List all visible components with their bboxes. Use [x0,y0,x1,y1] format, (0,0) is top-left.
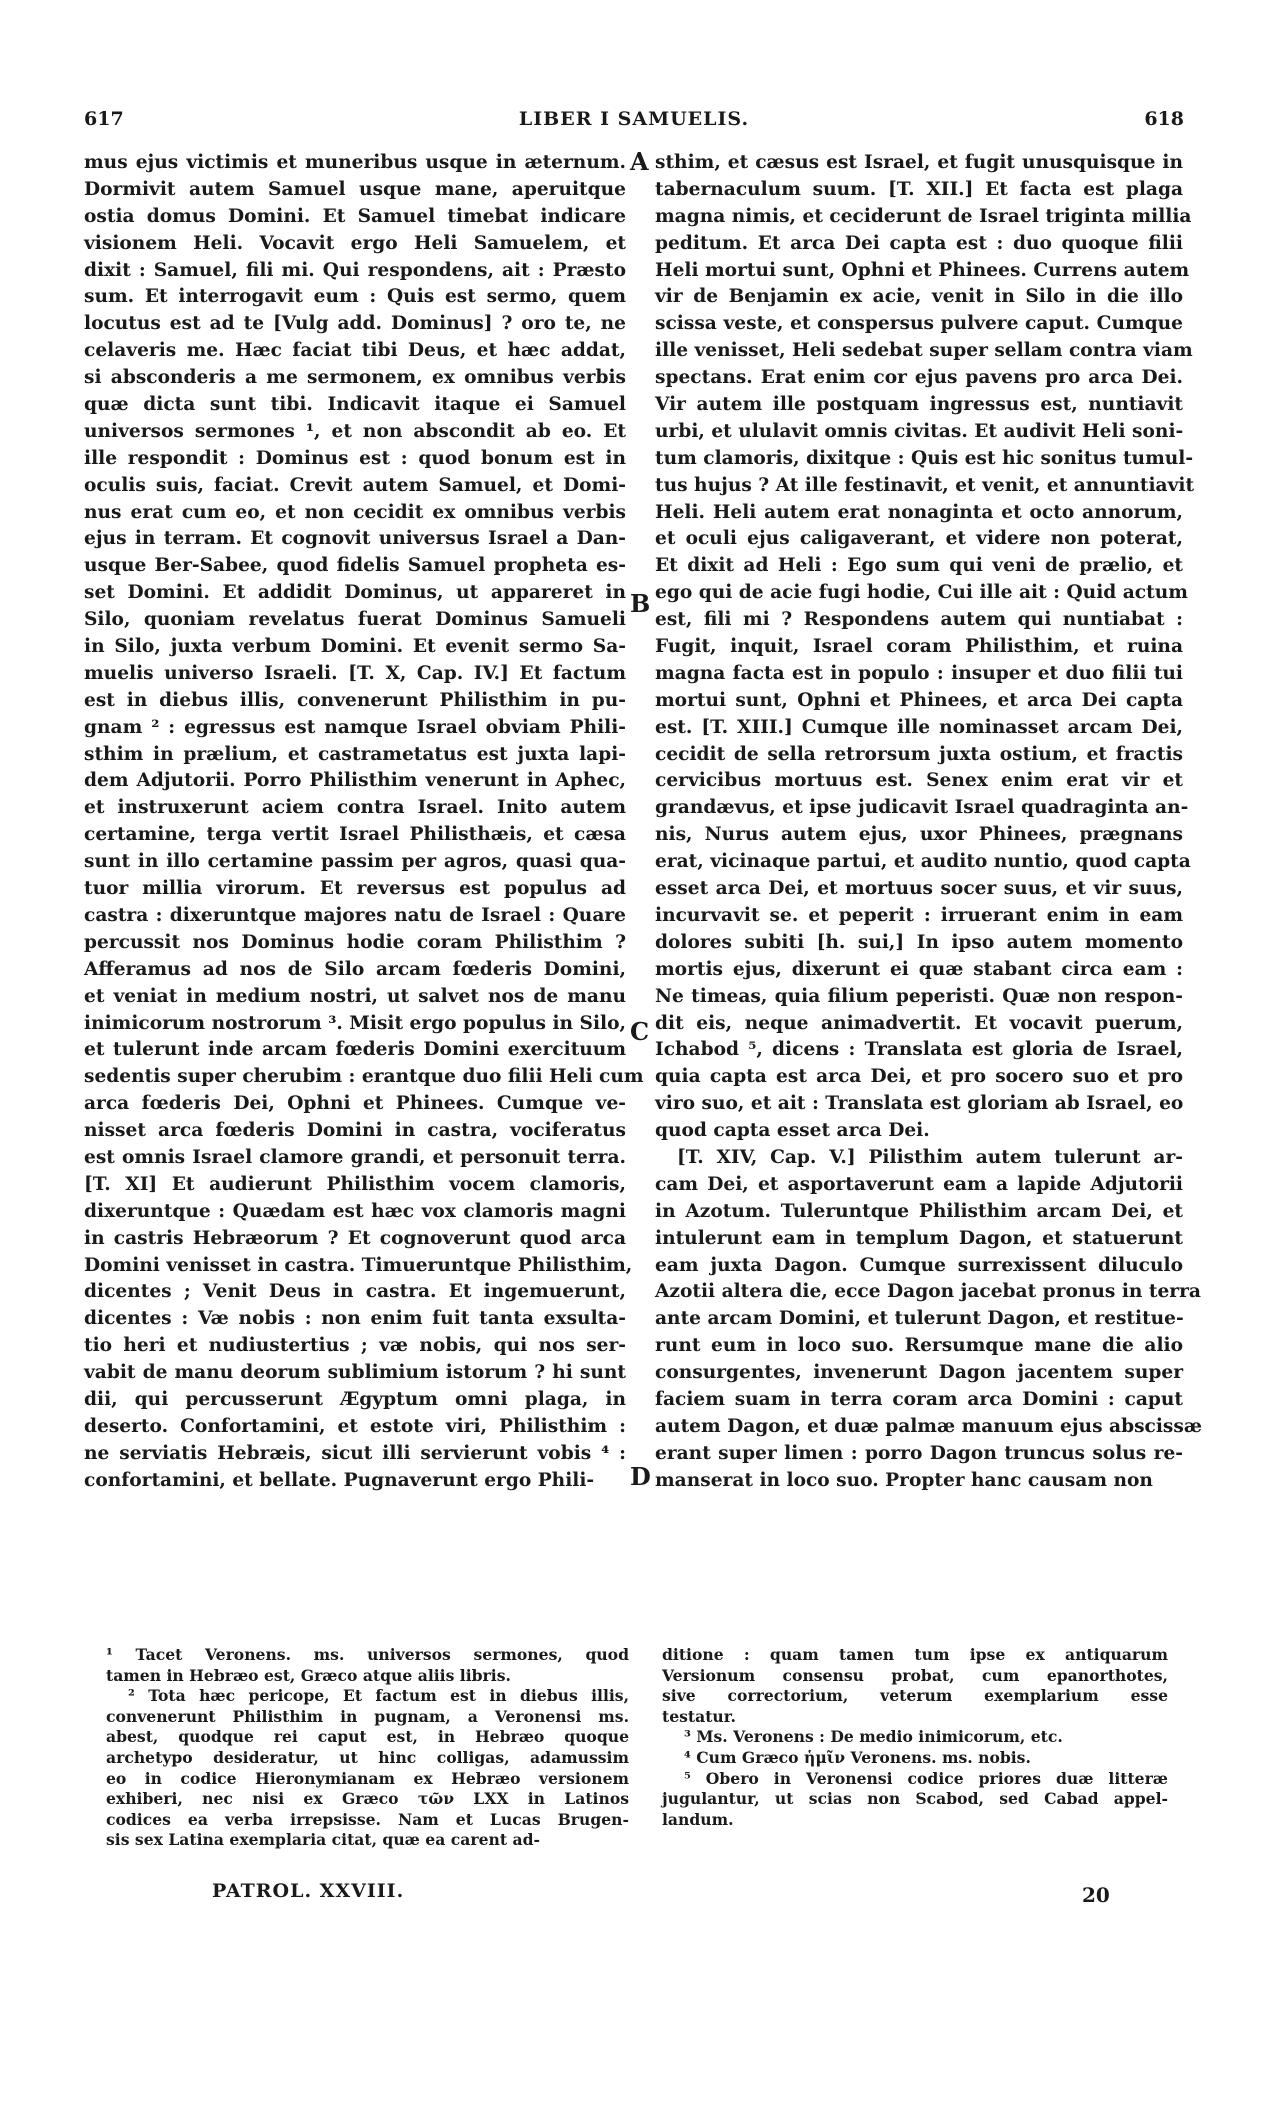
text-line: quod capta esset arca Dei. [655,1120,930,1142]
text-line: et veniat in medium nostri, ut salvet nos de manu [84,985,626,1007]
text-line: mortis ejus, dixerunt ei quæ stabant circa eam : [655,958,1183,980]
text-line: est, fili mi ? Respondens autem qui nuntiabat : [655,609,1183,631]
text-line: grandævus, et ipse judicavit Israel quadraginta an- [655,797,1189,819]
text-line: sthim, et cæsus est Israel, et fugit unusquisque in [655,152,1183,173]
footnote-line: ¹ Tacet Veronens. ms. universos sermones, quod [106,1645,629,1664]
text-line: ostia domus Domini. Et Samuel timebat indicare [84,205,626,227]
text-line: consurgentes, invenerunt Dagon jacentem super [655,1362,1183,1384]
text-line: inimicorum nostrorum ³. Misit ergo populus in Silo, [84,1012,626,1034]
text-line: si absconderis a me sermonem, ex omnibus verbis [84,367,626,389]
margin-letter-a: A [630,147,649,176]
text-line: cervicibus mortuus est. Senex enim erat vir et [655,770,1183,792]
footnote-line: convenerunt Philisthim in pugnam, a Veronensi ms. [106,1706,629,1726]
text-line: faciem suam in terra coram arca Domini : caput [655,1388,1183,1410]
text-line: [T. XI] Et audierunt Philisthim vocem clamoris, [84,1173,626,1195]
text-line: quæ dicta sunt tibi. Indicavit itaque ei Samuel [84,394,626,416]
text-line: Ne timeas, quia filium peperisti. Quæ non respon- [655,985,1183,1007]
text-line: ejus in terram. Et cognovit universus Israel a Dan- [84,528,626,550]
footnotes-left [106,1645,629,1851]
running-title: LIBER I SAMUELIS. [518,108,750,130]
text-line: scissa veste, et conspersus pulvere caput. Cumque [655,313,1183,335]
text-line: deserto. Confortamini, et estote viri, Philisthim : [84,1415,626,1437]
text-line: ego qui de acie fugi hodie, Cui ille ait : Quid actum [655,582,1188,604]
text-line: urbi, et ululavit omnis civitas. Et audivit Heli soni- [655,420,1184,442]
text-line: est omnis Israel clamore grandi, et personuit terra. [84,1146,626,1168]
text-line: Domini venisset in castra. Timueruntque Philisthim, [84,1254,633,1276]
text-line: tus hujus ? At ille festinavit, et venit, et annuntiavit [655,474,1195,496]
text-line: Afferamus ad nos de Silo arcam fœderis Domini, [84,958,626,980]
footnote-line: sive correctorium, veterum exemplarium esse [662,1686,1168,1706]
text-line: Dormivit autem Samuel usque mane, aperuitque [84,178,626,200]
text-line: Heli mortui sunt, Ophni et Phinees. Currens autem [655,259,1190,281]
text-line: visionem Heli. Vocavit ergo Heli Samuelem, et [84,232,626,254]
text-line: et oculi ejus caligaverant, et videre non poterat, [655,528,1183,550]
footnotes-right [662,1645,1168,1830]
text-line: dit eis, neque animadvertit. Et vocavit puerum, [655,1012,1183,1034]
text-line: magna facta est in populo : insuper et duo filii tui [655,662,1183,684]
text-line: et instruxerunt aciem contra Israel. Inito autem [84,797,626,819]
text-line: cam Dei, et asportaverunt eam a lapide Adjutorii [655,1173,1183,1195]
footnote-line: eo in codice Hieronymianam ex Hebræo versionem [106,1768,629,1788]
footnote-line: abest, quodque rei caput est, in Hebræo quoque [106,1727,629,1747]
text-line: dolores subiti [h. sui,] In ipso autem momento [655,931,1183,953]
text-line: muelis universo Israeli. [T. X, Cap. IV.] Et factum [84,662,626,684]
footnote-line: Versionum consensu probat, cum epanorthotes, [662,1665,1168,1685]
text-line: tabernaculum suum. [T. XII.] Et facta est plaga [655,178,1183,200]
page-number-left: 617 [84,108,124,130]
text-line: manserat in loco suo. Propter hanc causam non [655,1469,1153,1491]
footnote-line: ³ Ms. Veronens : De medio inimicorum, etc. [684,1727,1063,1747]
footnote-line: ⁵ Obero in Veronensi codice priores duæ litteræ [684,1768,1168,1788]
text-line: confortamini, et bellate. Pugnaverunt ergo Phili- [84,1469,595,1491]
text-line: eam juxta Dagon. Cumque surrexissent diluculo [655,1254,1183,1276]
text-line: percussit nos Dominus hodie coram Philisthim ? [84,931,626,953]
text-line: dii, qui percusserunt Ægyptum omni plaga, in [84,1388,626,1410]
footnote-line: sis sex Latina exemplaria citat, quæ ea carent ad- [106,1830,540,1850]
text-line: nisset arca fœderis Domini in castra, vociferatus [84,1120,626,1142]
text-line: sunt in illo certamine passim per agros, quasi qua- [84,851,626,873]
text-line: celaveris me. Hæc faciat tibi Deus, et hæc addat, [84,340,626,362]
text-line: Et dixit ad Heli : Ego sum qui veni de prælio, et [655,555,1183,577]
footnote-line: ditione : quam tamen tum ipse ex antiquarum [662,1645,1168,1664]
text-line: dicentes ; Venit Deus in castra. Et ingemuerunt, [84,1281,626,1303]
text-line: Silo, quoniam revelatus fuerat Dominus Samueli [84,609,626,631]
text-line: Ichabod ⁵, dicens : Translata est gloria de Israel, [655,1039,1183,1061]
text-line: in castris Hebræorum ? Et cognoverunt quod arca [84,1227,626,1249]
text-line: ne serviatis Hebræis, sicut illi servierunt vobis ⁴ : [84,1442,626,1464]
text-line: nis, Nurus autem ejus, uxor Phinees, prægnans [655,824,1183,846]
signature-mark: PATROL. XXVIII. [212,1880,405,1902]
text-line: Vir autem ille postquam ingressus est, nuntiavit [655,394,1183,416]
text-line: ille venisset, Heli sedebat super sellam contra viam [655,340,1193,362]
text-line: castra : dixeruntque majores natu de Israel : Quare [84,904,626,926]
text-line: quia capta est arca Dei, et pro socero suo et pro [655,1066,1183,1088]
text-line: nus erat cum eo, et non cecidit ex omnibus verbis [84,501,626,523]
footnote-line: ⁴ Cum Græco ἡμῖν Veronens. ms. nobis. [684,1747,1031,1767]
text-line: runt eum in loco suo. Rersumque mane die alio [655,1335,1183,1357]
text-line: erant super limen : porro Dagon truncus solus re- [655,1442,1183,1464]
text-line: tum clamoris, dixitque : Quis est hic sonitus tumul- [655,447,1194,469]
footnote-line: tamen in Hebræo est, Græco atque aliis libris. [106,1665,511,1685]
text-line: spectans. Erat enim cor ejus pavens pro arca Dei. [655,367,1183,389]
text-line: vabit de manu deorum sublimium istorum ? hi sunt [84,1362,626,1384]
text-line: in Silo, juxta verbum Domini. Et evenit sermo Sa- [84,636,626,658]
text-line: mortui sunt, Ophni et Phinees, et arca Dei capta [655,689,1183,711]
footnote-line: exhiberi, nec nisi ex Græco τῶν LXX in Latinos [106,1789,629,1809]
text-line: tio heri et nudiustertius ; væ nobis, qui nos ser- [84,1335,626,1357]
text-line: [T. XIV, Cap. V.] Pilisthim autem tulerunt ar- [677,1146,1183,1168]
text-column-right [655,150,1202,1495]
text-line: sthim in prælium, et castrametatus est juxta lapi- [84,743,626,765]
footnote-line: codices ea verba irrepsisse. Nam et Lucas Brugen- [106,1809,629,1829]
text-line: in Azotum. Tuleruntque Philisthim arcam Dei, et [655,1200,1183,1222]
footnote-line: jugulantur, ut scias non Scabod, sed Cabad appel- [662,1789,1168,1809]
text-line: vir de Benjamin ex acie, venit in Silo in die illo [655,286,1183,308]
footnote-line: archetypo desideratur, ut hinc colligas, adamussim [106,1747,629,1767]
text-line: set Domini. Et addidit Dominus, ut appareret in [84,582,626,604]
text-line: dicentes : Væ nobis : non enim fuit tanta exsulta- [84,1308,626,1330]
text-line: peditum. Et arca Dei capta est : duo quoque filii [655,232,1183,254]
text-line: ille respondit : Dominus est : quod bonum est in [84,447,626,469]
text-line: locutus est ad te [Vulg add. Dominus] ? oro te, ne [84,313,626,335]
text-line: arca fœderis Dei, Ophni et Phinees. Cumque ve- [84,1093,626,1115]
text-line: certamine, terga vertit Israel Philisthæis, et cæsa [84,824,626,846]
text-line: autem Dagon, et duæ palmæ manuum ejus abscissæ [655,1415,1202,1437]
text-line: magna nimis, et ceciderunt de Israel triginta millia [655,205,1192,227]
margin-letter-d: D [630,1462,651,1491]
sheet-number: 20 [1082,1883,1110,1907]
text-line: gnam ² : egressus est namque Israel obviam Phili- [84,716,626,738]
text-line: Azotii altera die, ecce Dagon jacebat pronus in terra [655,1281,1201,1303]
text-line: mus ejus victimis et muneribus usque in æternum. [84,152,626,173]
margin-letter-b: B [630,589,651,618]
text-line: tuor millia virorum. Et reversus est populus ad [84,878,626,900]
text-line: Fugit, inquit, Israel coram Philisthim, et ruina [655,636,1183,658]
text-line: Heli. Heli autem erat nonaginta et octo annorum, [655,501,1183,523]
running-head [84,108,1184,138]
footnote-line: landum. [662,1809,734,1829]
text-line: esset arca Dei, et mortuus socer suus, et vir suus, [655,878,1183,900]
text-line: est in diebus illis, convenerunt Philisthim in pu- [84,689,626,711]
footnote-line: testatur. [662,1706,736,1726]
text-line: usque Ber-Sabee, quod fidelis Samuel propheta es- [84,555,626,577]
text-line: oculis suis, faciat. Crevit autem Samuel, et Domi- [84,474,626,496]
text-line: intulerunt eam in templum Dagon, et statuerunt [655,1227,1183,1249]
text-line: incurvavit se. et peperit : irruerant enim in eam [655,904,1183,926]
page-number-right: 618 [1144,108,1184,130]
text-line: cecidit de sella retrorsum juxta ostium, et fractis [655,743,1183,765]
text-column-left [84,150,644,1495]
text-line: ante arcam Domini, et tulerunt Dagon, et restitue- [655,1308,1184,1330]
text-line: dixit : Samuel, fili mi. Qui respondens, ait : Præsto [84,259,626,281]
text-line: est. [T. XIII.] Cumque ille nominasset arcam Dei, [655,716,1183,738]
text-line: dixeruntque : Quædam est hæc vox clamoris magni [84,1200,626,1222]
text-line: sum. Et interrogavit eum : Quis est sermo, quem [84,286,626,308]
text-line: universos sermones ¹, et non abscondit ab eo. Et [84,420,626,442]
footnote-line: ² Tota hæc pericope, Et factum est in diebus illis, [128,1686,629,1706]
margin-letter-c: C [630,1017,650,1046]
text-line: et tulerunt inde arcam fœderis Domini exercituum [84,1039,626,1061]
text-line: viro suo, et ait : Translata est gloriam ab Israel, eo [655,1093,1184,1115]
text-line: sedentis super cherubim : erantque duo filii Heli cum [84,1066,644,1088]
text-line: dem Adjutorii. Porro Philisthim venerunt in Aphec, [84,770,626,792]
text-line: erat, vicinaque partui, et audito nuntio, quod capta [655,851,1191,873]
